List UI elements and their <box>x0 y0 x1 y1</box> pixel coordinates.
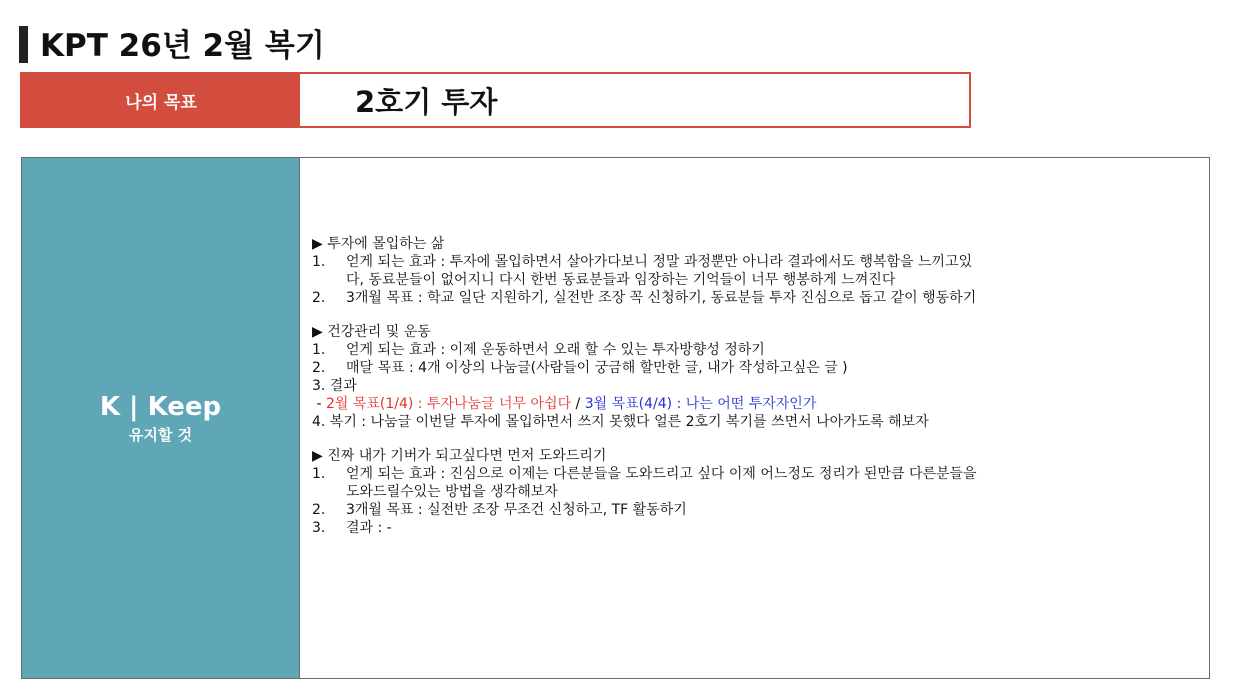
item-number: 1. <box>312 342 326 358</box>
keep-content <box>300 158 1209 678</box>
item-text: 결과 : - <box>346 520 392 536</box>
section-heading: ▶ 투자에 몰입하는 삶 <box>312 236 445 252</box>
item-number: 2. <box>312 360 326 376</box>
goal-label: 나의 목표 <box>22 74 300 126</box>
keep-section-3 <box>312 447 1199 537</box>
item-number: 2. <box>312 290 326 306</box>
item-number: 1. <box>312 466 326 482</box>
item-text: 얻게 되는 효과 : 진심으로 이제는 다른분들을 도와드리고 싶다 이제 어느정도 정리가 된만큼 다른분들을 <box>346 466 977 482</box>
review-line: 4. 복기 : 나눔글 이번달 투자에 몰입하면서 쓰지 못했다 얼른 2호기 복기를 쓰면서 나아가도록 해보자 <box>312 414 929 430</box>
item-text: 얻게 되는 효과 : 투자에 몰입하면서 살아가다보니 정말 과정뿐만 아니라 결과에서도 행복함을 느끼고있 <box>346 254 973 270</box>
item-number: 2. <box>312 502 326 518</box>
goal-value: 2호기 투자 <box>355 84 498 119</box>
item-text: 3개월 목표 : 학교 일단 지원하기, 실전반 조장 꼭 신청하기, 동료분들 투자 진심으로 돕고 같이 행동하기 <box>346 290 977 306</box>
list-item <box>312 341 1199 359</box>
item-text: 매달 목표 : 4개 이상의 나눔글(사람들이 궁금해 할만한 글, 내가 작성하고싶은 글 ) <box>346 360 848 376</box>
goal-box <box>20 72 971 128</box>
keep-title: K | Keep <box>99 391 222 422</box>
result-feb: 2월 목표(1/4) : 투자나눔글 너무 아쉽다 <box>325 396 572 412</box>
result-separator: / <box>571 396 585 412</box>
list-item <box>312 253 1199 271</box>
keep-panel <box>21 157 1210 679</box>
item-number: 3. <box>312 520 326 536</box>
list-item <box>312 519 1199 537</box>
result-label: 3. 결과 <box>312 378 357 394</box>
item-text: 얻게 되는 효과 : 이제 운동하면서 오래 할 수 있는 투자방향성 정하기 <box>346 342 765 358</box>
title-accent-bar <box>19 26 28 63</box>
keep-section-1 <box>312 235 1199 307</box>
keep-section-2 <box>312 323 1199 431</box>
result-mar: 3월 목표(4/4) : 나는 어떤 투자자인가 <box>584 396 817 412</box>
list-item <box>312 465 1199 483</box>
list-item <box>312 501 1199 519</box>
item-continuation: 다, 동료분들이 없어지니 다시 한번 동료분들과 임장하는 기억들이 너무 행봉하게 느껴진다 <box>346 272 896 288</box>
item-continuation: 도와드릴수있는 방법을 생각해보자 <box>346 484 558 500</box>
page-title: KPT 26년 2월 복기 <box>40 28 325 64</box>
keep-sidebar <box>22 158 300 678</box>
keep-subtitle: 유지할 것 <box>128 425 193 444</box>
result-line <box>312 395 1199 413</box>
item-text: 3개월 목표 : 실전반 조장 무조건 신청하고, TF 활동하기 <box>346 502 687 518</box>
section-heading: ▶ 건강관리 및 운동 <box>312 324 431 340</box>
item-number: 1. <box>312 254 326 270</box>
list-item <box>312 289 1199 307</box>
result-prefix: - <box>312 396 326 412</box>
section-heading: ▶ 진짜 내가 기버가 되고싶다면 먼저 도와드리기 <box>312 448 607 464</box>
list-item <box>312 359 1199 377</box>
